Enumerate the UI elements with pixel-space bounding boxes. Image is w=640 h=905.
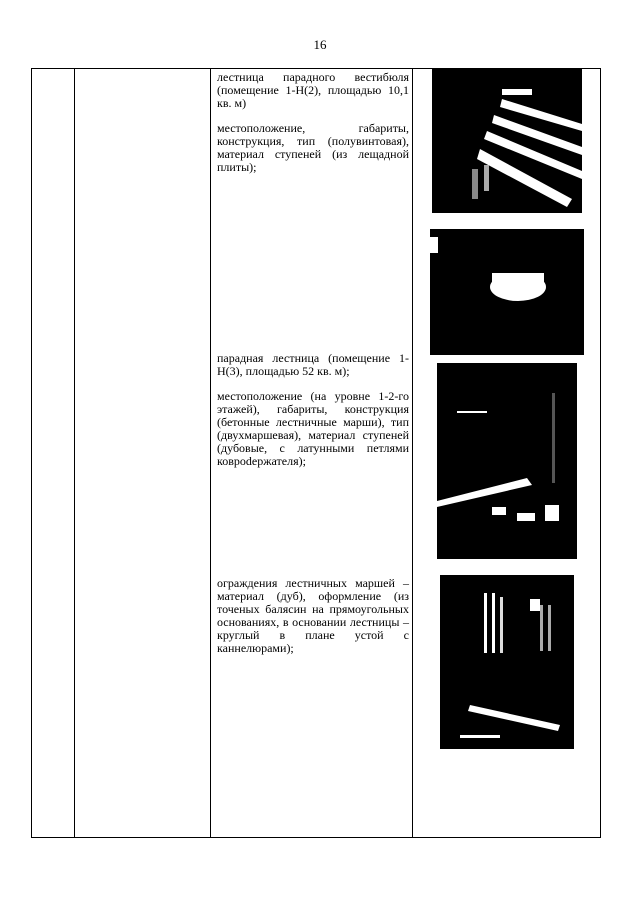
table-column-divider <box>210 69 211 837</box>
row-1-title: лестница парадного вестибюля (помещение 1-Н(2), площадью 10,1 кв. м) <box>217 70 409 110</box>
row-2-details: местоположение (на уровне 1-2-го этажей), габариты, конструкция (бетонные лестничные марши), тип (двухмаршевая), материал ступеней (дубовые, с латунными петлями коврodержателя); <box>217 389 409 468</box>
page-number: 16 <box>313 37 327 52</box>
row-2-title: парадная лестница (помещение 1-Н(3), площадью 52 кв. м); <box>217 351 409 378</box>
table-column-divider <box>74 69 75 837</box>
balusters-photo <box>440 575 574 749</box>
row-3-text <box>217 577 409 655</box>
row-1-details: местоположение, габариты, конструкция, тип (полувинтовая), материал ступеней (из лещадной плиты); <box>217 121 409 174</box>
row-1-text <box>217 71 409 174</box>
row-3-title: ограждения лестничных маршей – материал (дуб), оформление (из точеных балясин на прямоугольных основаниях, в основании лестницы – круглый в плане устой с каннелюрами); <box>217 576 409 655</box>
table-column-divider <box>412 69 413 837</box>
staircase-photo <box>432 69 582 213</box>
staircase-photo <box>437 363 577 559</box>
ceiling-lamp-photo <box>430 229 584 355</box>
row-2-text <box>217 352 409 468</box>
document-table <box>31 68 601 838</box>
